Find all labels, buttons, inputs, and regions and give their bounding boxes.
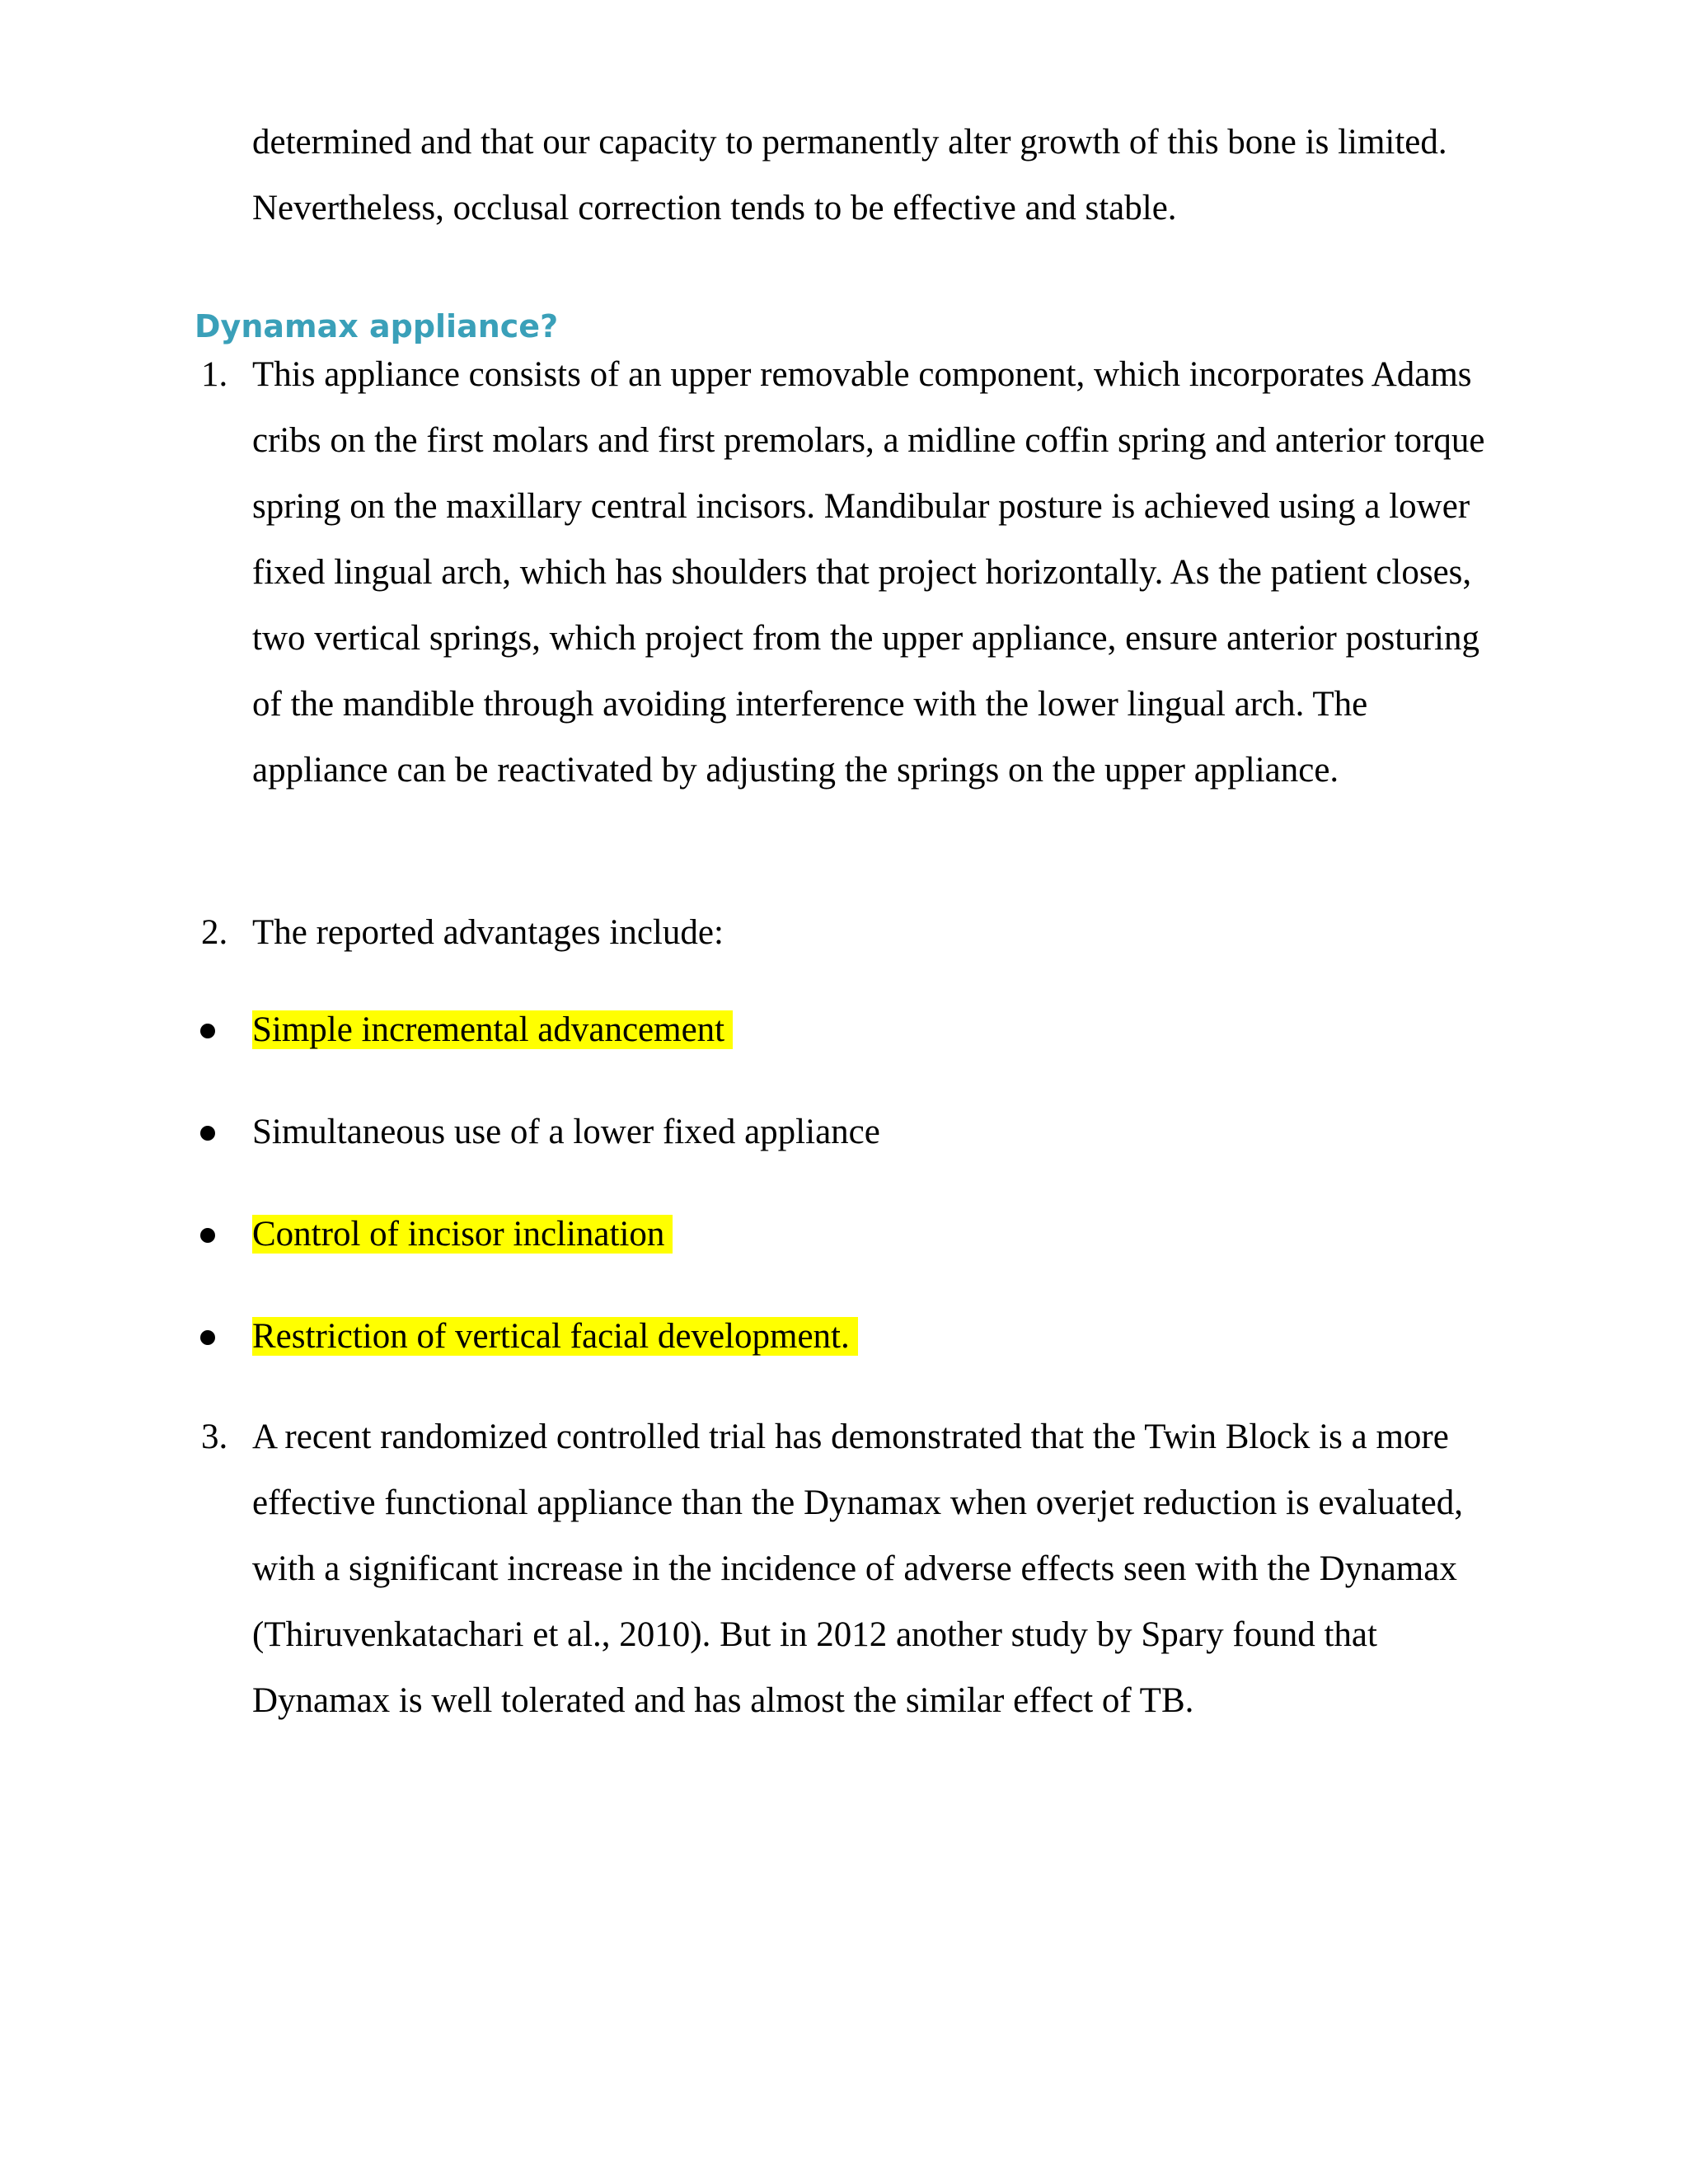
bullet-dot bbox=[200, 1024, 215, 1038]
section-heading: Dynamax appliance? bbox=[195, 308, 559, 344]
bullet-item-2: Simultaneous use of a lower fixed appliance bbox=[252, 1113, 880, 1151]
bullet-dot bbox=[200, 1126, 215, 1141]
bullet-dot bbox=[200, 1228, 215, 1243]
bullet-item-1 bbox=[252, 1007, 733, 1053]
highlighted-text: Control of incisor inclination bbox=[252, 1215, 673, 1254]
intro-paragraph: determined and that our capacity to permanently alter growth of this bone is limited. Nevertheless, occlusal correction tends to be effective and stable. bbox=[252, 123, 1447, 227]
highlighted-text: Simple incremental advancement bbox=[252, 1010, 733, 1049]
bullet-dot bbox=[200, 1330, 215, 1345]
bullet-item-3 bbox=[252, 1212, 673, 1258]
list-number-3: 3. bbox=[201, 1418, 228, 1456]
list-item-3-text: A recent randomized controlled trial has demonstrated that the Twin Block is a more effective functional appliance than the Dynamax when overjet reduction is evaluated, with a significant increase in the incidence of adverse effects seen with the Dynamax (Thiruvenkatachari et al., 2010). But in 2012 another study by Spary found that Dynamax is well tolerated and has almost the similar effect of TB. bbox=[252, 1418, 1463, 1720]
bullet-item-4 bbox=[252, 1314, 858, 1360]
highlighted-text: Restriction of vertical facial development. bbox=[252, 1317, 858, 1356]
list-number-1: 1. bbox=[201, 355, 228, 394]
list-item-2-text: The reported advantages include: bbox=[252, 913, 724, 952]
list-item-1-text: This appliance consists of an upper removable component, which incorporates Adams cribs on the first molars and first premolars, a midline coffin spring and anterior torque spring on the maxillary central incisors. Mandibular posture is achieved using a lower fixed lingual arch, which has shoulders that project horizontally. As the patient closes, two vertical springs, which project from the upper appliance, ensure anterior posturing of the mandible through avoiding interference with the lower lingual arch. The appliance can be reactivated by adjusting the springs on the upper appliance. bbox=[252, 355, 1485, 790]
list-number-2: 2. bbox=[201, 913, 228, 952]
